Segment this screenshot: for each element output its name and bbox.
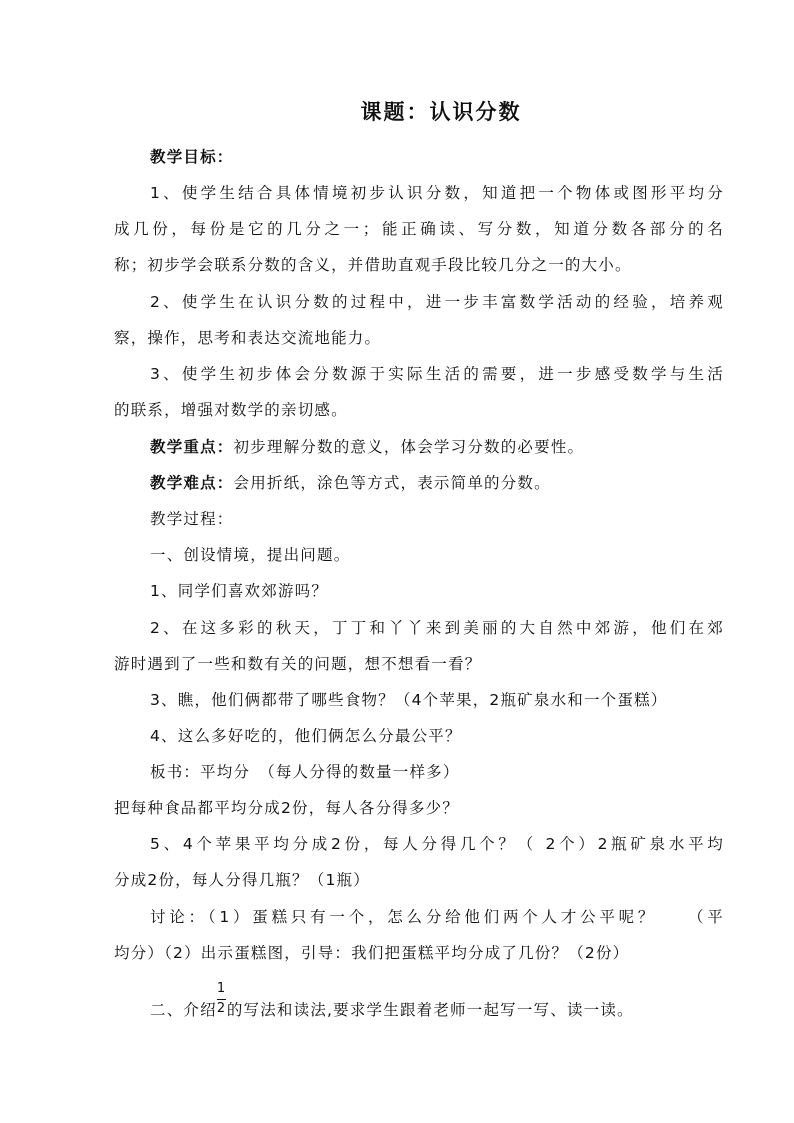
question-1: 1、同学们喜欢郊游吗？ <box>150 582 329 600</box>
objective-1-line-3: 称；初步学会联系分数的含义，并借助直观手段比较几分之一的大小。 <box>114 256 632 274</box>
discussion-line-2: 均分）（2）出示蛋糕图，引导：我们把蛋糕平均分成了几份？（2份） <box>114 944 630 962</box>
objective-2-line-2: 察，操作，思考和表达交流地能力。 <box>114 329 382 347</box>
fraction-numerator: 1 <box>216 981 227 996</box>
objectives-heading: 教学目标： <box>150 148 234 166</box>
objective-1-line-2: 成几份，每份是它的几分之一；能正确读、写分数，知道分数各部分的名 <box>114 220 724 238</box>
section-1-heading: 一、创设情境，提出问题。 <box>150 546 351 564</box>
objective-2-line-1: 2、使学生在认识分数的过程中，进一步丰富数学活动的经验，培养观 <box>150 293 724 311</box>
board-note: 板书：平均分 （每人分得的数量一样多） <box>150 763 460 781</box>
section-2-suffix: 的写法和读法,要求学生跟着老师一起写一写、读一读。 <box>226 1001 634 1019</box>
question-2-line-1: 2、在这多彩的秋天，丁丁和丫丫来到美丽的大自然中郊游，他们在郊 <box>150 619 724 637</box>
process-heading: 教学过程： <box>150 510 234 528</box>
difficulty <box>150 473 724 493</box>
section-2-heading <box>150 981 724 1020</box>
key-point-text: 初步理解分数的意义，体会学习分数的必要性。 <box>233 438 585 456</box>
objective-1-line-1: 1、使学生结合具体情境初步认识分数，知道把一个物体或图形平均分 <box>150 184 724 202</box>
discussion-line-1: 讨论：（1）蛋糕只有一个，怎么分给他们两个人才公平呢？ （平 <box>150 908 724 926</box>
difficulty-label: 教学难点： <box>150 474 234 492</box>
question-2-line-2: 游时遇到了一些和数有关的问题，想不想看一看？ <box>114 655 482 673</box>
section-2-prefix: 二、介绍 <box>150 1001 217 1019</box>
fraction-one-half <box>216 981 227 1020</box>
key-point <box>150 437 724 457</box>
fraction-bar <box>217 999 226 1000</box>
question-5-line-2: 分成2份，每人分得几瓶？（1瓶） <box>114 871 370 889</box>
share-question: 把每种食品都平均分成2份，每人各分得多少？ <box>114 799 460 817</box>
page-title: 课题：认识分数 <box>360 100 522 124</box>
key-point-label: 教学重点： <box>150 438 234 456</box>
question-4: 4、这么多好吃的，他们俩怎么分最公平？ <box>150 727 462 745</box>
difficulty-text: 会用折纸，涂色等方式，表示简单的分数。 <box>233 474 551 492</box>
question-3: 3、瞧，他们俩都带了哪些食物？（4个苹果，2瓶矿泉水和一个蛋糕） <box>150 691 668 709</box>
objective-3-line-2: 的联系，增强对数学的亲切感。 <box>114 401 348 419</box>
question-5-line-1: 5、4个苹果平均分成2份，每人分得几个？（ 2个）2瓶矿泉水平均 <box>150 835 724 853</box>
fraction-denominator: 2 <box>216 1001 227 1016</box>
objective-3-line-1: 3、使学生初步体会分数源于实际生活的需要，进一步感受数学与生活 <box>150 365 724 383</box>
